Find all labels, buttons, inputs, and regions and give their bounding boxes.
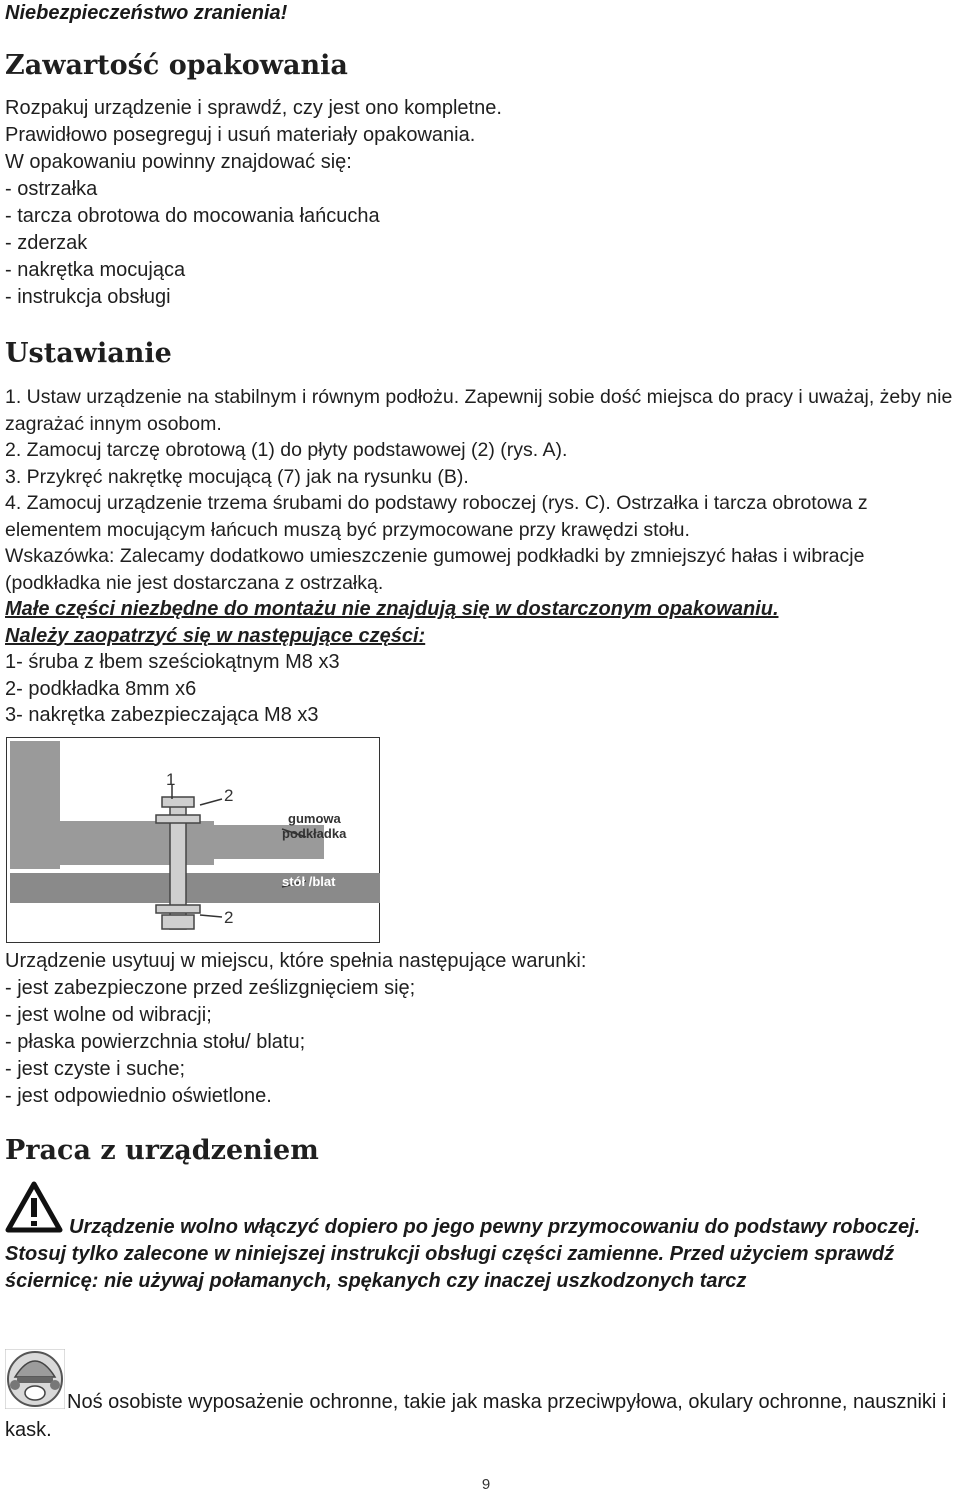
location-line: - jest wolne od wibracji; <box>5 1004 212 1026</box>
label-rubber-1: gumowa <box>288 811 341 826</box>
bolt-head <box>162 797 194 807</box>
setup-step: 3. Przykręć nakrętkę mocującą (7) jak na rysunku (B). <box>5 465 469 488</box>
location-line: Urządzenie usytuuj w miejscu, które spełnia następujące warunki: <box>5 950 587 972</box>
label-1: 1 <box>166 770 176 789</box>
setup-steps <box>5 384 957 729</box>
contents-line: Rozpakuj urządzenie i sprawdź, czy jest ono kompletne. <box>5 97 502 119</box>
contents-line: Prawidłowo posegreguj i usuń materiały opakowania. <box>5 124 476 146</box>
contents-line: - instrukcja obsługi <box>5 286 171 308</box>
contents-line: - nakrętka mocująca <box>5 259 186 281</box>
label-table: stół /blat <box>282 874 336 889</box>
ppe-note <box>5 1388 960 1444</box>
page-number: 9 <box>481 1476 491 1493</box>
contents-heading: Zawartość opakowania <box>5 50 348 81</box>
required-parts-note: Należy zaopatrzyć się w następujące części: <box>5 624 426 647</box>
ppe-text: Noś osobiste wyposażenie ochronne, takie jak maska przeciwpyłowa, okulary ochronne, nauszniki i kask. <box>5 1391 947 1441</box>
contents-line: - tarcza obrotowa do mocowania łańcucha <box>5 205 380 227</box>
label-rubber-2: podkładka <box>282 826 347 841</box>
contents-line: - zderzak <box>5 232 88 254</box>
small-parts-note: Małe części niezbędne do montażu nie znajdują się w dostarczonym opakowaniu. <box>5 598 779 620</box>
injury-warning: Niebezpieczeństwo zranienia! <box>5 2 288 24</box>
contents-list <box>5 95 955 311</box>
mounting-diagram <box>6 737 380 943</box>
work-warning <box>5 1214 960 1295</box>
washer-top <box>156 815 200 823</box>
location-line: - płaska powierzchnia stołu/ blatu; <box>5 1031 306 1053</box>
setup-step: 1. Ustaw urządzenie na stabilnym i równym podłożu. Zapewnij sobie dość miejsca do pracy i uważaj, żeby nie zagrażać innym osobom. <box>5 386 953 435</box>
lock-nut <box>162 915 194 929</box>
part-item: 2- podkładka 8mm x6 <box>5 677 197 700</box>
setup-heading: Ustawianie <box>5 338 172 369</box>
contents-line: W opakowaniu powinny znajdować się: <box>5 151 352 173</box>
part-item: 1- śruba z łbem sześciokątnym M8 x3 <box>5 651 340 673</box>
label-2-top: 2 <box>224 786 234 805</box>
work-heading: Praca z urządzeniem <box>5 1135 319 1166</box>
setup-step: 2. Zamocuj tarczę obrotową (1) do płyty podstawowej (2) (rys. A). <box>5 439 568 461</box>
label-2-bottom: 2 <box>224 908 234 927</box>
part-item: 3- nakrętka zabezpieczająca M8 x3 <box>5 704 319 726</box>
setup-tip: Wskazówka: Zalecamy dodatkowo umieszczenie gumowej podkładki by zmniejszyć hałas i wibracje (podkładka nie jest dostarczana z ostrzałką. <box>5 545 865 594</box>
work-warning-text: Urządzenie wolno włączyć dopiero po jego pewny przymocowaniu do podstawy roboczej. Stosuj tylko zalecone w niniejszej instrukcji obsługi części zamienne. Przed użyciem sprawdź ściernicę: nie używaj połamanych, spękanych czy inaczej uszkodzonych tarcz <box>5 1216 921 1292</box>
washer-bottom <box>156 905 200 913</box>
location-line: - jest odpowiednio oświetlone. <box>5 1085 272 1107</box>
contents-line: - ostrzałka <box>5 178 98 200</box>
location-requirements <box>5 948 955 1110</box>
setup-step: 4. Zamocuj urządzenie trzema śrubami do podstawy roboczej (rys. C). Ostrzałka i tarcza obrotowa z elementem mocującym łańcuch muszą być przymocowane przy krawędzi stołu. <box>5 492 868 541</box>
location-line: - jest zabezpieczone przed ześlizgnięciem się; <box>5 977 416 999</box>
location-line: - jest czyste i suche; <box>5 1058 186 1080</box>
